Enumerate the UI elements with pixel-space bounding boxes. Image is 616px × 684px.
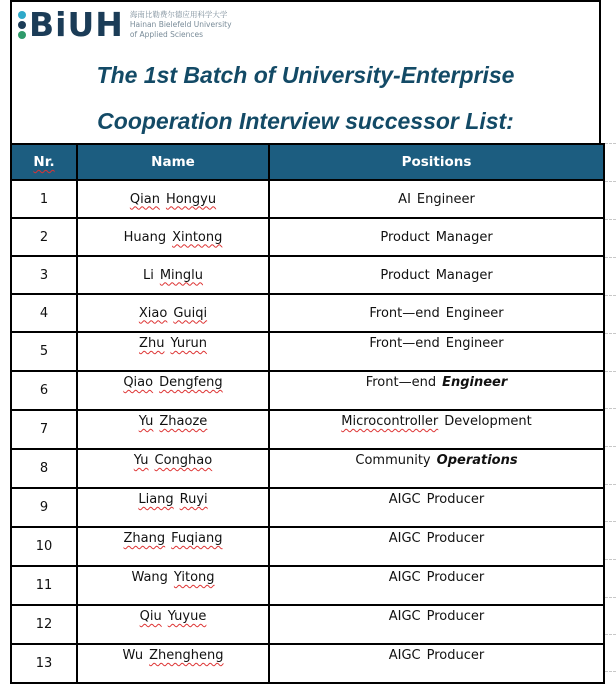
position-word-1: AIGC <box>388 609 421 624</box>
table-row <box>11 449 604 488</box>
name-last: Minglu <box>159 267 204 283</box>
table-row <box>11 410 604 449</box>
table-header-row <box>11 144 604 180</box>
cell-nr <box>11 410 77 449</box>
cell-nr <box>11 605 77 644</box>
table-row <box>11 294 604 332</box>
name-last: Yuyue <box>167 609 207 624</box>
cell-name <box>77 256 269 294</box>
table-row <box>11 218 604 256</box>
table-row <box>11 488 604 527</box>
margin-guide-dash <box>605 257 616 258</box>
name-last: Zhengheng <box>149 648 224 663</box>
name-first: Huang <box>123 229 167 245</box>
margin-guide-dash <box>605 446 616 447</box>
margin-guide-dash <box>605 408 616 409</box>
header-positions: Positions <box>269 144 604 180</box>
margin-guide-dash <box>605 521 616 522</box>
table-row <box>11 371 604 410</box>
nr-value: 2 <box>39 229 49 245</box>
position-word-2: Development <box>444 414 532 429</box>
name-first: Wang <box>131 570 168 585</box>
position-word-1: AI <box>398 191 411 207</box>
position-word-2: Engineer <box>445 336 504 351</box>
logo-dot <box>18 21 26 29</box>
logo-text <box>130 10 232 40</box>
margin-guide-dash <box>605 219 616 220</box>
margin-guide-dash <box>605 181 616 182</box>
cell-position <box>269 488 604 527</box>
name-first: Qiao <box>123 375 154 390</box>
name-first: Qian <box>129 191 160 207</box>
margin-guide-dash <box>605 333 616 334</box>
position-word-1: AIGC <box>388 570 421 585</box>
cell-position <box>269 371 604 410</box>
cell-name <box>77 332 269 371</box>
document-frame <box>10 0 601 143</box>
margin-guide-dash <box>605 597 616 598</box>
cell-name <box>77 410 269 449</box>
position-word-1: Product <box>380 267 430 283</box>
table-row <box>11 566 604 605</box>
name-first: Yu <box>138 414 154 429</box>
position-word-2: Producer <box>426 531 485 546</box>
cell-nr <box>11 256 77 294</box>
position-word-2: Engineer <box>416 191 475 207</box>
cell-nr <box>11 332 77 371</box>
logo-dot <box>18 31 26 39</box>
cell-nr <box>11 449 77 488</box>
name-last: Zhaoze <box>159 414 208 429</box>
position-word-2: Producer <box>426 648 485 663</box>
title-line-1: The 1st Batch of University-Enterprise <box>96 62 515 88</box>
margin-guide-dash <box>605 484 616 485</box>
cell-position <box>269 332 604 371</box>
nr-value: 4 <box>39 305 49 321</box>
position-word-1: Product <box>380 229 430 245</box>
cell-nr <box>11 566 77 605</box>
cell-position <box>269 256 604 294</box>
name-last: Ruyi <box>179 492 208 507</box>
nr-value: 1 <box>39 191 49 207</box>
cell-name <box>77 294 269 332</box>
position-word-2: Operations <box>436 453 518 468</box>
position-word-2: Producer <box>426 492 485 507</box>
name-first: Zhu <box>139 336 165 351</box>
name-first: Xiao <box>138 305 168 321</box>
name-first: Wu <box>122 648 144 663</box>
margin-guide-dash <box>605 295 616 296</box>
nr-value: 5 <box>39 344 49 359</box>
nr-value: 11 <box>35 578 53 593</box>
cell-name <box>77 605 269 644</box>
cell-position <box>269 566 604 605</box>
name-last: Hongyu <box>165 191 217 207</box>
position-word-1: Front—end <box>369 336 440 351</box>
cell-position <box>269 605 604 644</box>
cell-name <box>77 488 269 527</box>
nr-value: 13 <box>35 656 53 671</box>
position-word-1: Community <box>355 453 431 468</box>
name-last: Xintong <box>172 229 223 245</box>
margin-guide-dash <box>605 371 616 372</box>
cell-position <box>269 449 604 488</box>
name-last: Yitong <box>173 570 215 585</box>
title-line-2: Cooperation Interview successor List: <box>97 108 514 134</box>
cell-name <box>77 566 269 605</box>
position-word-2: Engineer <box>442 375 508 390</box>
cell-nr <box>11 180 77 218</box>
name-last: Yurun <box>170 336 207 351</box>
cell-position <box>269 410 604 449</box>
cell-position <box>269 644 604 683</box>
margin-guide-dash <box>605 634 616 635</box>
logo-english-line2: of Applied Sciences <box>129 30 204 39</box>
margin-guide-dash <box>605 559 616 560</box>
position-word-2: Manager <box>435 267 493 283</box>
header-name: Name <box>77 144 269 180</box>
name-first: Qiu <box>139 609 162 624</box>
cell-nr <box>11 644 77 683</box>
table-row <box>11 332 604 371</box>
nr-value: 3 <box>39 267 49 283</box>
nr-value: 10 <box>35 539 53 554</box>
table-row <box>11 527 604 566</box>
header-nr <box>11 144 77 180</box>
university-logo <box>18 5 232 44</box>
successor-table <box>10 143 605 684</box>
cell-name <box>77 527 269 566</box>
position-word-2: Engineer <box>445 305 504 321</box>
position-word-2: Producer <box>426 570 485 585</box>
logo-dot <box>18 11 26 19</box>
nr-value: 9 <box>39 500 49 515</box>
header-nr-label: Nr. <box>33 154 55 170</box>
table-row <box>11 605 604 644</box>
nr-value: 12 <box>35 617 53 632</box>
logo-chinese-name: 海南比勒费尔德应用科学大学 <box>129 10 228 19</box>
cell-nr <box>11 218 77 256</box>
logo-english-line1: Hainan Bielefeld University <box>129 20 232 29</box>
cell-position <box>269 294 604 332</box>
name-last: Guiqi <box>173 305 208 321</box>
cell-position <box>269 218 604 256</box>
cell-nr <box>11 488 77 527</box>
name-first: Zhang <box>123 531 166 546</box>
name-last: Conghao <box>154 453 213 468</box>
name-first: Li <box>142 267 154 283</box>
name-first: Yu <box>133 453 149 468</box>
name-first: Liang <box>138 492 174 507</box>
table-row <box>11 180 604 218</box>
cell-name <box>77 371 269 410</box>
nr-value: 8 <box>39 461 49 476</box>
nr-value: 6 <box>39 383 49 398</box>
table-row <box>11 644 604 683</box>
cell-name <box>77 218 269 256</box>
position-word-1: Front—end <box>369 305 440 321</box>
table-row <box>11 256 604 294</box>
cell-position <box>269 527 604 566</box>
position-word-2: Producer <box>426 609 485 624</box>
position-word-2: Manager <box>435 229 493 245</box>
cell-position <box>269 180 604 218</box>
position-word-1: Front—end <box>365 375 437 390</box>
cell-name <box>77 180 269 218</box>
cell-nr <box>11 527 77 566</box>
position-word-1: Microcontroller <box>341 414 439 429</box>
cell-name <box>77 644 269 683</box>
position-word-1: AIGC <box>388 531 421 546</box>
cell-nr <box>11 371 77 410</box>
margin-guide-dash <box>605 671 616 672</box>
logo-dots-icon <box>18 11 26 39</box>
position-word-1: AIGC <box>388 648 421 663</box>
cell-name <box>77 449 269 488</box>
nr-value: 7 <box>39 422 49 437</box>
logo-mark: BiUH <box>29 5 124 44</box>
name-last: Fuqiang <box>171 531 223 546</box>
margin-guide-dash <box>605 143 616 144</box>
position-word-1: AIGC <box>388 492 421 507</box>
name-last: Dengfeng <box>159 375 223 390</box>
cell-nr <box>11 294 77 332</box>
